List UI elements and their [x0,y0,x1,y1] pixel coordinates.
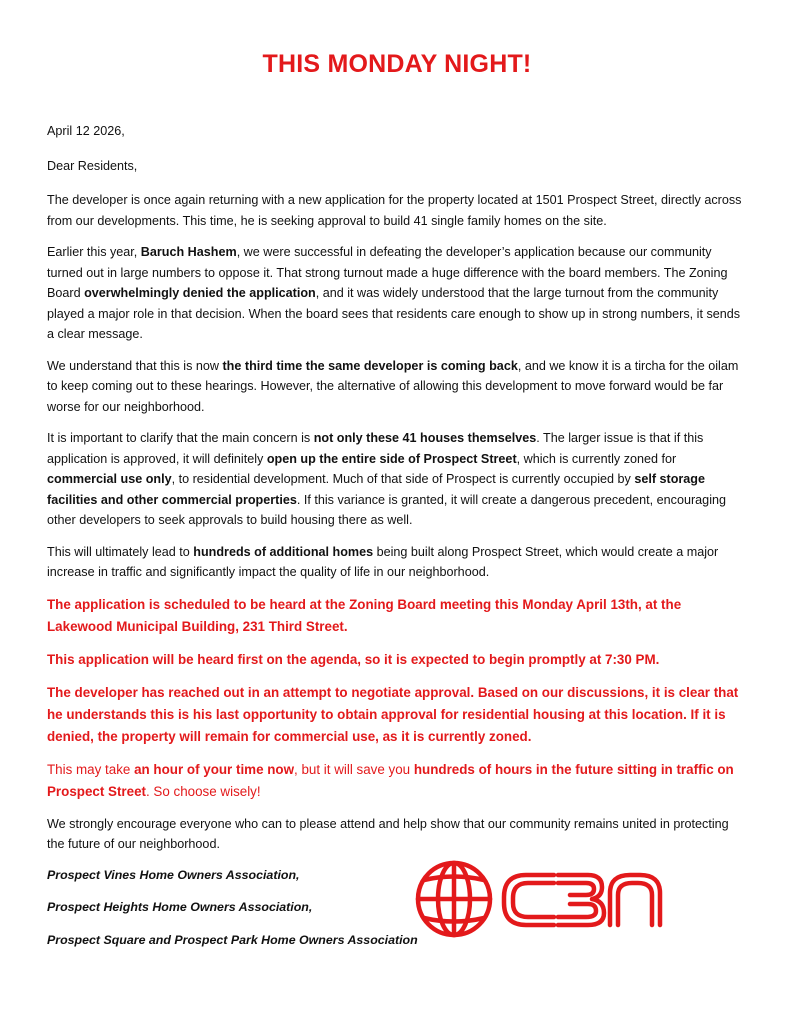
choose-wisely-notice: This may take an hour of your time now, but it will save you hundreds of hours in the future sitting in traffic on Prospect Street. So choose wisely! [47,761,734,799]
paragraph-2: Earlier this year, Baruch Hashem, we were successful in defeating the developer’s application because our community turned out in large numbers to oppose it. That strong turnout made a huge difference with the board members. The Zoning Board overwhelmingly denied the application, and it was widely understood that the large turnout from the community played a major role in that decision. When the board sees that residents care enough to show up in strong numbers, it sends a clear message. [47,245,741,341]
agenda-notice: This application will be heard first on the agenda, so it is expected to begin promptly at 7:30 PM. [47,651,660,667]
paragraph-4: It is important to clarify that the main concern is not only these 41 houses themselves. The larger issue is that if this application is approved, it will definitely open up the entire side of Prospect Street, which is currently zoned for commercial use only, to residential development. Much of that side of Prospect is currently occupied by self storage facilities and other commercial properties. If this variance is granted, it will create a dangerous precedent, encouraging other developers to seek approvals to build housing there as well. [47,431,726,527]
paragraph-1: The developer is once again returning with a new application for the property located at 1501 Prospect Street, directly across from our developments. This time, he is seeking approval to build 41 single family homes on the site. [47,193,742,228]
cbn-logo [408,853,668,945]
globe-icon [418,863,490,935]
signature-1: Prospect Vines Home Owners Association, [47,867,300,882]
closing-paragraph: We strongly encourage everyone who can to please attend and help show that our community remains united in protecting the future of our neighborhood. [47,816,729,851]
negotiation-notice: The developer has reached out in an attempt to negotiate approval. Based on our discussions, it is clear that he understands this is his last opportunity to obtain approval for residential housing at this location. If it is denied, the property will remain for commercial use, as it is currently zoned. [47,684,739,744]
page-title: THIS MONDAY NIGHT! [262,50,532,78]
paragraph-5: This will ultimately lead to hundreds of additional homes being built along Prospect Street, which would create a major increase in traffic and significantly impact the quality of life in our neighborhood. [47,544,719,579]
signature-2: Prospect Heights Home Owners Association, [47,900,313,914]
letter-body [47,121,747,961]
letter-date: April 12 2026, [47,124,125,138]
signature-3: Prospect Square and Prospect Park Home Owners Association [47,932,418,947]
letter-greeting: Dear Residents, [47,158,138,173]
paragraph-3: We understand that this is now the third time the same developer is coming back, and we know it is a tircha for the oilam to keep coming out to these hearings. However, the alternative of allowing this development to move forward would be far worse for our neighborhood. [47,358,739,414]
meeting-notice: The application is scheduled to be heard at the Zoning Board meeting this Monday April 13th, at the Lakewood Municipal Building, 231 Third Street. [47,596,682,634]
